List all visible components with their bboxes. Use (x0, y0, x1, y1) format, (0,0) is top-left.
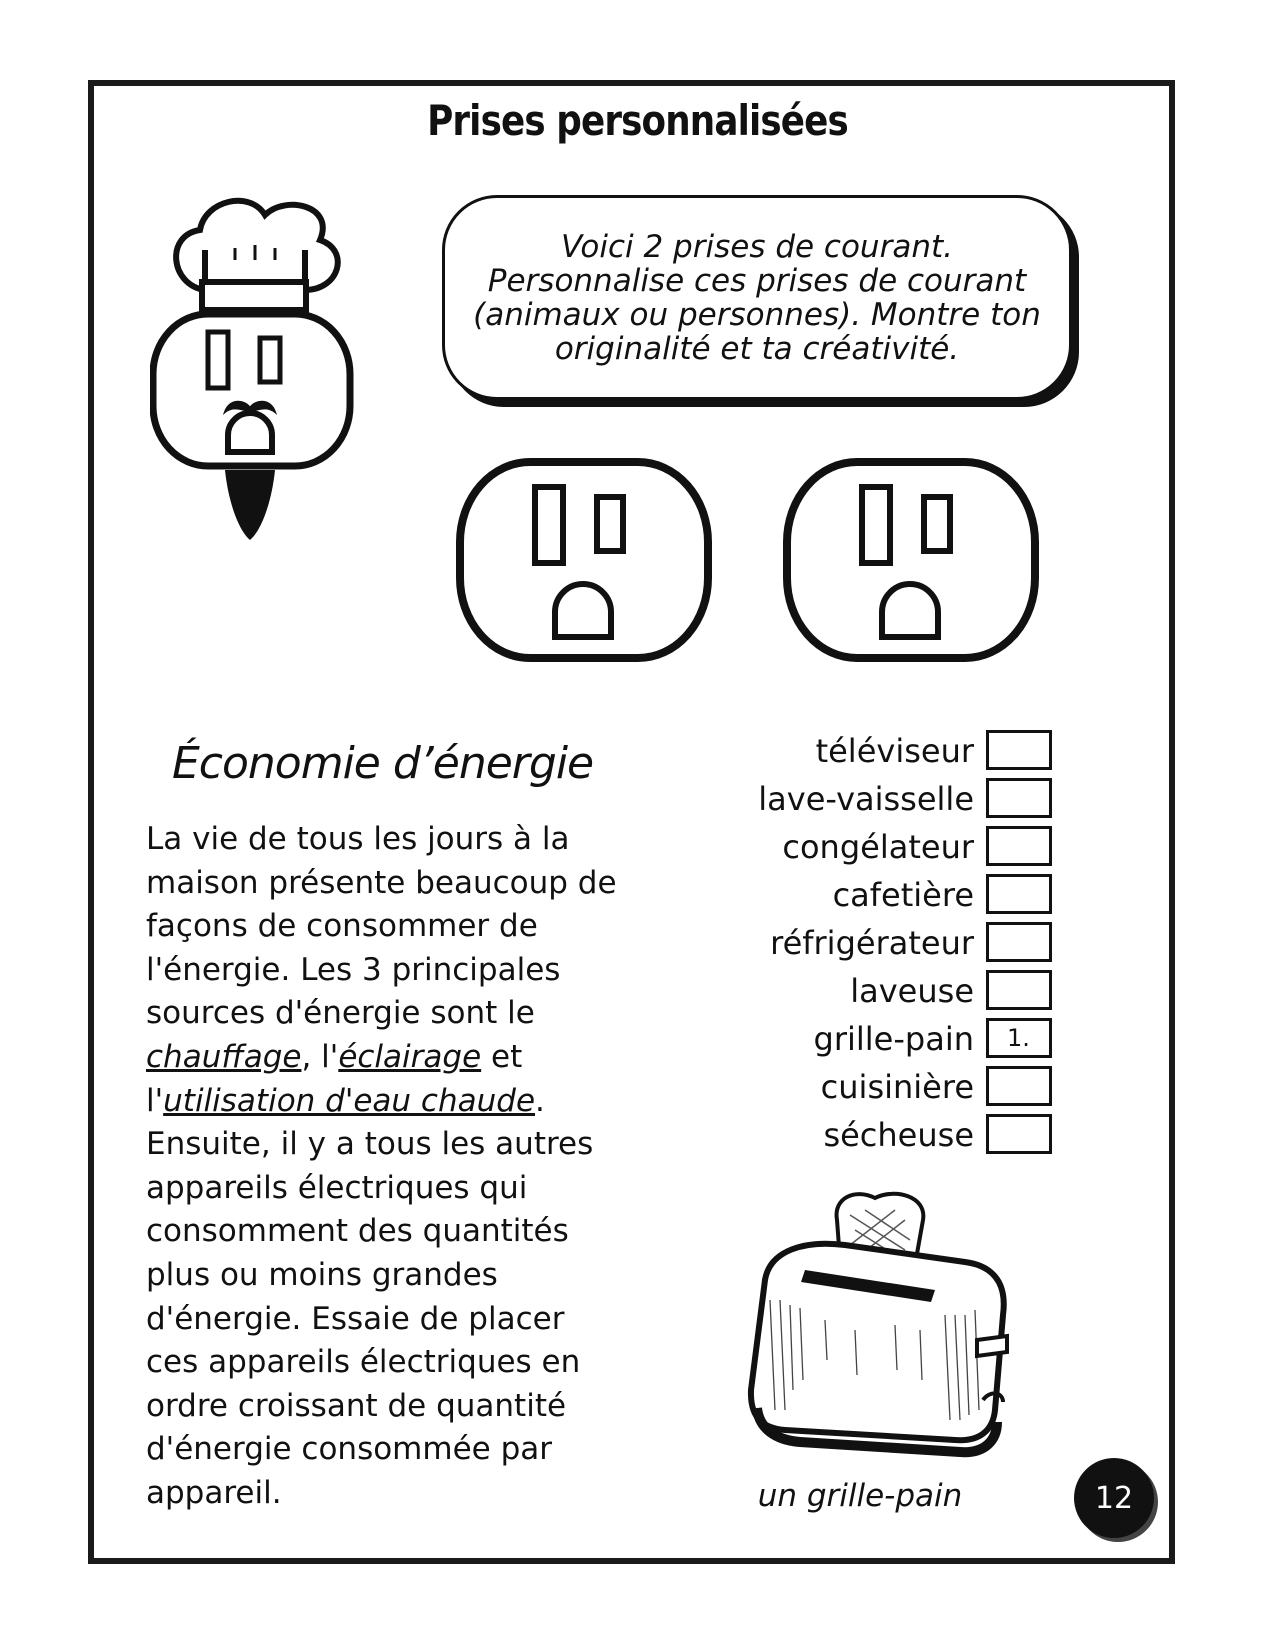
paragraph-line: appareils électriques qui (146, 1169, 528, 1206)
appliance-label: laveuse (850, 972, 974, 1010)
page-number-badge (1074, 1458, 1154, 1538)
paragraph-line: façons de consommer de (146, 908, 538, 945)
rank-input-box[interactable] (986, 778, 1052, 818)
paragraph-line: La vie de tous les jours à la (146, 821, 570, 857)
paragraph-line (146, 1036, 666, 1080)
outlet-icon (782, 457, 1042, 667)
appliance-label: cuisinière (820, 1068, 974, 1106)
instruction-line: originalité et ta créativité. (554, 330, 960, 367)
section-heading: Économie d’énergie (172, 738, 594, 789)
paragraph-line: appareil. (146, 1474, 282, 1511)
instructions-bubble (442, 195, 1072, 400)
rank-input-box[interactable] (986, 874, 1052, 914)
paragraph-line: maison présente beaucoup de (146, 864, 617, 901)
appliance-label: sécheuse (823, 1116, 974, 1154)
appliance-label: cafetière (832, 876, 974, 914)
appliance-row (700, 730, 1060, 778)
rank-input-box[interactable] (986, 922, 1052, 962)
appliance-label: téléviseur (815, 732, 974, 770)
instruction-line: (animaux ou personnes). Montre ton (473, 296, 1041, 333)
appliance-label: lave-vaisselle (758, 780, 974, 818)
page-title: Prises personnalisées (427, 96, 848, 145)
appliance-label: congélateur (782, 828, 974, 866)
paragraph-text: , l' (301, 1038, 339, 1075)
appliance-row (700, 1066, 1060, 1114)
paragraph-line: l'énergie. Les 3 principales (146, 951, 561, 988)
appliance-row (700, 970, 1060, 1018)
instruction-line: Voici 2 prises de courant. (561, 228, 953, 265)
appliance-row (700, 1018, 1060, 1066)
outlet-icon (455, 457, 715, 667)
toaster-icon (745, 1190, 1015, 1470)
appliance-label: grille-pain (813, 1020, 974, 1058)
paragraph-text: . (535, 1082, 545, 1119)
rank-input-box[interactable] (986, 1114, 1052, 1154)
toaster-caption: un grille-pain (757, 1478, 963, 1514)
appliance-row (700, 1114, 1060, 1162)
appliance-row (700, 922, 1060, 970)
rank-input-box[interactable] (986, 730, 1052, 770)
emphasis-lighting: éclairage (338, 1038, 482, 1075)
paragraph-line: ordre croissant de quantité (146, 1387, 567, 1424)
appliance-label: réfrigérateur (770, 924, 974, 962)
paragraph-text: l' (146, 1082, 164, 1119)
rank-input-box[interactable] (986, 1066, 1052, 1106)
rank-input-box[interactable] (986, 826, 1052, 866)
section-paragraph (146, 818, 666, 1516)
paragraph-line: d'énergie consommée par (146, 1431, 552, 1468)
paragraph-line: ces appareils électriques en (146, 1344, 581, 1381)
rank-input-box[interactable]: 1. (986, 1018, 1052, 1058)
rank-input-box[interactable] (986, 970, 1052, 1010)
paragraph-line: consomment des quantités (146, 1213, 569, 1250)
appliance-row (700, 826, 1060, 874)
paragraph-line: plus ou moins grandes (146, 1256, 498, 1293)
paragraph-line: d'énergie. Essaie de placer (146, 1300, 565, 1337)
paragraph-text: et (481, 1038, 523, 1075)
emphasis-heating: chauffage (146, 1038, 302, 1075)
paragraph-line (146, 1080, 666, 1124)
emphasis-hot-water: utilisation d'eau chaude (163, 1082, 536, 1119)
paragraph-line: sources d'énergie sont le (146, 995, 535, 1032)
appliance-row (700, 778, 1060, 826)
appliance-row (700, 874, 1060, 922)
page-number: 12 (1094, 1480, 1134, 1516)
paragraph-line: Ensuite, il y a tous les autres (146, 1126, 594, 1163)
instruction-line: Personnalise ces prises de courant (487, 262, 1027, 299)
chef-outlet-icon (150, 190, 360, 550)
